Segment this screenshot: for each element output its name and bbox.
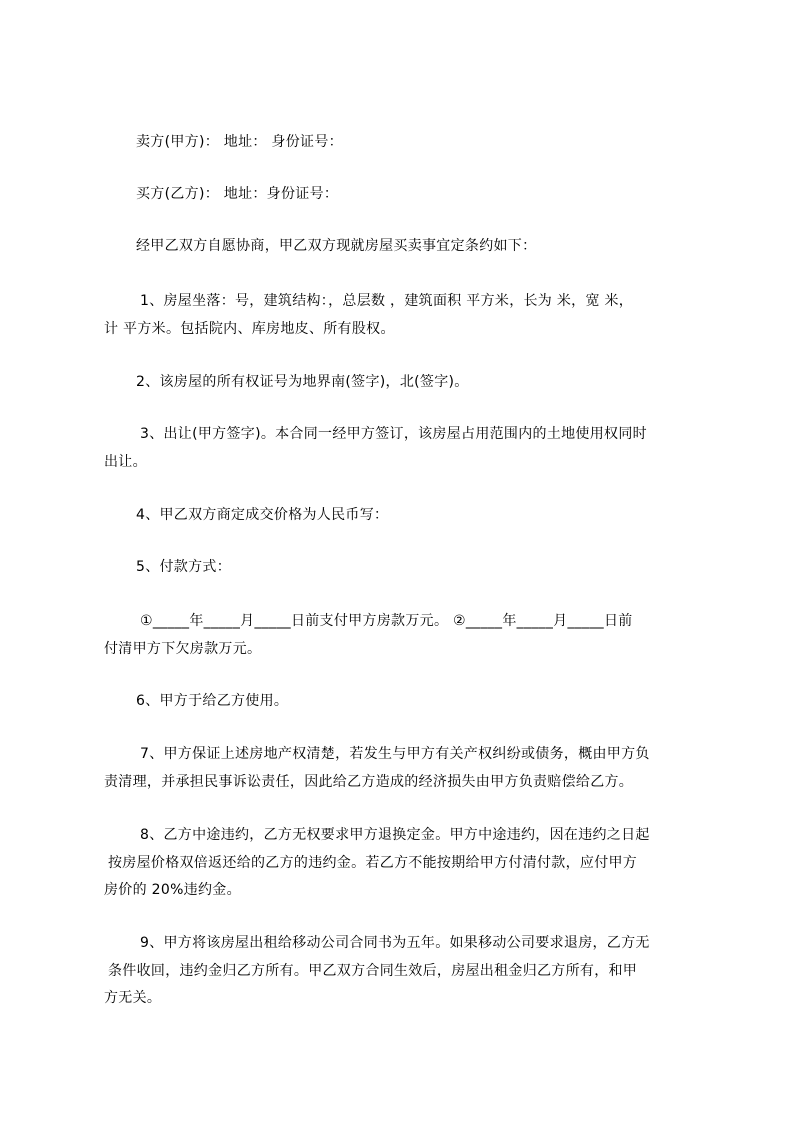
clause-7-line-1: 7、甲方保证上述房地产权清楚，若发生与甲方有关产权纠纷或债务，概由甲方负 xyxy=(140,746,650,762)
clause-3-line-1: 3、出让(甲方签字)。本合同一经甲方签订，该房屋占用范围内的土地使用权同时 xyxy=(140,426,647,442)
clause-9-line-3: 方无关。 xyxy=(104,990,162,1006)
clause-8-line-3: 房价的 20%违约金。 xyxy=(104,882,241,898)
clause-5: 5、付款方式： xyxy=(136,559,232,575)
clause-8-line-1: 8、乙方中途违约，乙方无权要求甲方退换定金。甲方中途违约，因在违约之日起 xyxy=(140,827,650,843)
payment-line-2: 付清甲方下欠房款万元。 xyxy=(104,641,262,657)
clause-7-line-2: 责清理，并承担民事诉讼责任，因此给乙方造成的经济损失由甲方负责赔偿给乙方。 xyxy=(104,774,634,790)
clause-3-line-2: 出让。 xyxy=(104,454,147,470)
clause-9-line-1: 9、甲方将该房屋出租给移动公司合同书为五年。如果移动公司要求退房，乙方无 xyxy=(140,935,650,951)
clause-8-line-2: 按房屋价格双倍返还给的乙方的违约金。若乙方不能按期给甲方付清付款，应付甲方 xyxy=(108,855,638,871)
seller-line: 卖方(甲方)： 地址： 身份证号： xyxy=(136,134,343,150)
clause-1-line-1: 1、房屋坐落：号，建筑结构：，总层数 ，建筑面积 平方米，长为 米，宽 米， xyxy=(140,293,634,309)
clause-9-line-2: 条件收回，违约金归乙方所有。甲乙双方合同生效后，房屋出租金归乙方所有，和甲 xyxy=(108,963,638,979)
clause-1-line-2: 计 平方米。包括院内、库房地皮、所有股权。 xyxy=(104,321,395,337)
clause-2: 2、该房屋的所有权证号为地界南(签字)，北(签字)。 xyxy=(136,374,469,390)
payment-line-1: ①_____年_____月_____日前支付甲方房款万元。 ②_____年_____月_____日前 xyxy=(140,613,633,629)
clause-6: 6、甲方于给乙方使用。 xyxy=(136,693,289,709)
intro-paragraph: 经甲乙双方自愿协商，甲乙双方现就房屋买卖事宜定条约如下： xyxy=(136,238,537,254)
clause-4: 4、甲乙双方商定成交价格为人民币写： xyxy=(136,507,389,523)
buyer-line: 买方(乙方)： 地址：身份证号： xyxy=(136,186,339,202)
